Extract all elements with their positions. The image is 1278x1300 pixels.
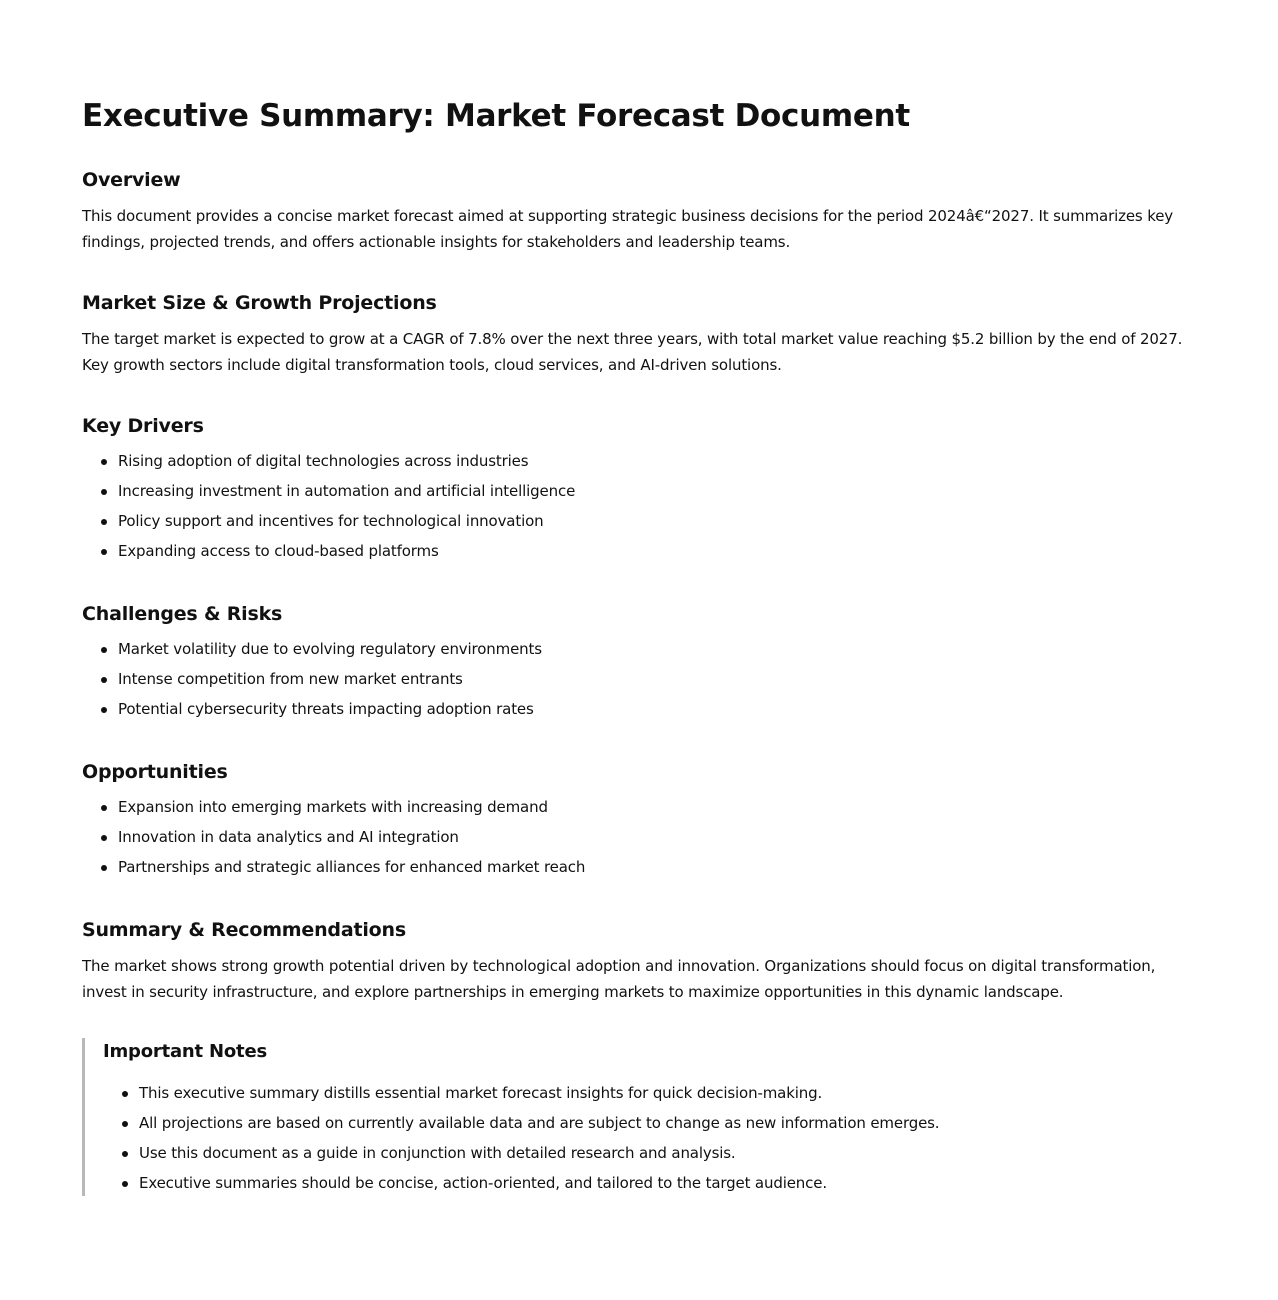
list-item: Policy support and incentives for technological innovation — [118, 506, 1196, 536]
market-size-section — [82, 289, 1196, 378]
overview-paragraph: This document provides a concise market forecast aimed at supporting strategic business decisions for the period 2024â€“2027. It summarizes key findings, projected trends, and offers actionable insights for stakeholders and leadership teams. — [82, 207, 1173, 251]
list-item: Potential cybersecurity threats impacting adoption rates — [118, 694, 1196, 724]
summary-paragraph: The market shows strong growth potential driven by technological adoption and innovation. Organizations should focus on digital transformation, invest in security infrastructure, and explore partnerships in emerging markets to maximize opportunities in this dynamic landscape. — [82, 957, 1156, 1001]
key-drivers-section — [82, 412, 1196, 566]
market-size-paragraph: The target market is expected to grow at a CAGR of 7.8% over the next three years, with total market value reaching $5.2 billion by the end of 2027. Key growth sectors include digital transformation tools, cloud services, and AI-driven solutions. — [82, 330, 1183, 374]
challenges-section — [82, 600, 1196, 724]
list-item: This executive summary distills essential market forecast insights for quick decision-making. — [139, 1078, 1196, 1108]
list-item: Expansion into emerging markets with increasing demand — [118, 792, 1196, 822]
overview-section — [82, 166, 1196, 255]
list-item: Executive summaries should be concise, action-oriented, and tailored to the target audience. — [139, 1168, 1196, 1198]
opportunities-list — [82, 792, 1196, 882]
summary-section — [82, 916, 1196, 1005]
opportunities-section — [82, 758, 1196, 882]
list-item: Increasing investment in automation and artificial intelligence — [118, 476, 1196, 506]
list-item: Innovation in data analytics and AI integration — [118, 822, 1196, 852]
list-item: Rising adoption of digital technologies across industries — [118, 446, 1196, 476]
list-item: Market volatility due to evolving regulatory environments — [118, 634, 1196, 664]
list-item: All projections are based on currently available data and are subject to change as new information emerges. — [139, 1108, 1196, 1138]
challenges-list — [82, 634, 1196, 724]
list-item: Intense competition from new market entrants — [118, 664, 1196, 694]
list-item: Expanding access to cloud-based platforms — [118, 536, 1196, 566]
overview-heading: Overview — [82, 169, 181, 191]
list-item: Partnerships and strategic alliances for enhanced market reach — [118, 852, 1196, 882]
important-notes-list — [103, 1078, 1196, 1198]
document-title: Executive Summary: Market Forecast Document — [82, 98, 910, 134]
list-item: Use this document as a guide in conjunction with detailed research and analysis. — [139, 1138, 1196, 1168]
summary-heading: Summary & Recommendations — [82, 919, 406, 941]
market-size-heading: Market Size & Growth Projections — [82, 292, 437, 314]
key-drivers-heading: Key Drivers — [82, 415, 204, 437]
important-notes-callout — [82, 1038, 1196, 1196]
key-drivers-list — [82, 446, 1196, 566]
important-notes-heading: Important Notes — [103, 1041, 267, 1062]
opportunities-heading: Opportunities — [82, 761, 228, 783]
challenges-heading: Challenges & Risks — [82, 603, 283, 625]
